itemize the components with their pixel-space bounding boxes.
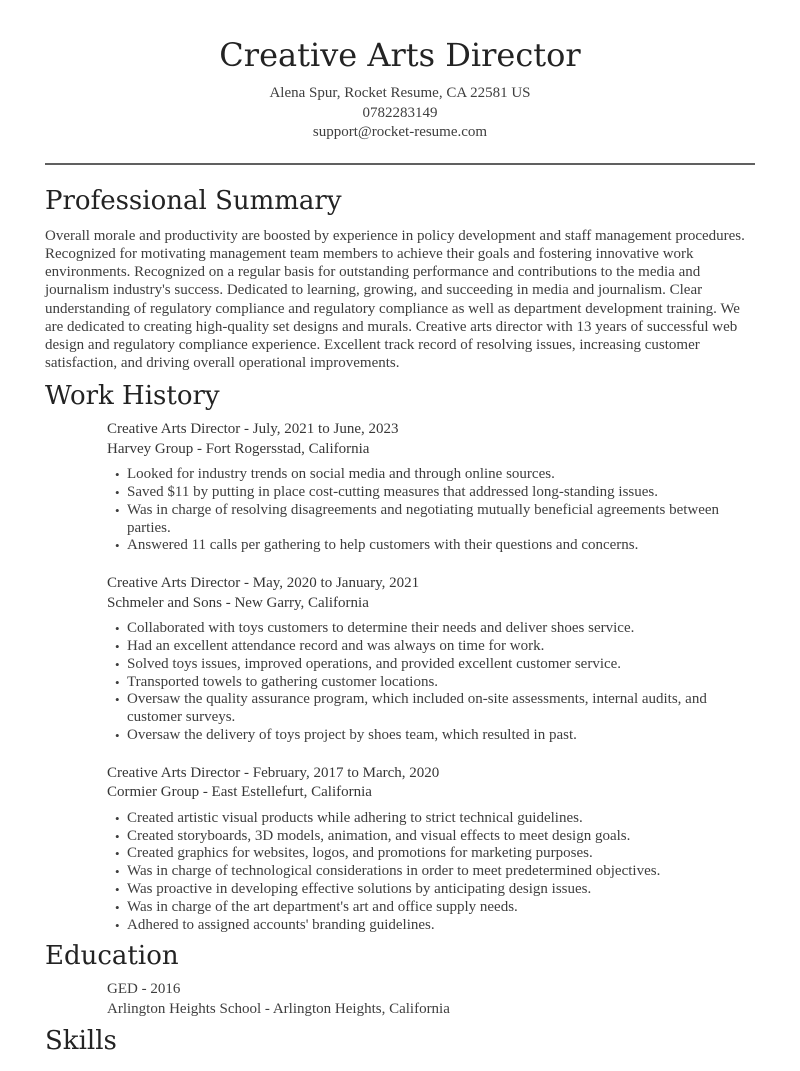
resume-title: Creative Arts Director (219, 36, 581, 74)
job-company-line: Schmeler and Sons - New Garry, California (107, 594, 369, 611)
education-degree-line: GED - 2016 (107, 981, 181, 998)
section-skills (45, 1027, 755, 1057)
job-bullet: • Had an excellent attendance record and was always on time for work. (115, 638, 755, 656)
professional-summary-heading: Professional Summary (45, 185, 342, 216)
job-entry (107, 764, 755, 935)
contact-block (45, 84, 755, 143)
contact-address: Alena Spur, Rocket Resume, CA 22581 US (269, 85, 531, 102)
job-bullet: • Was in charge of technological considerations in order to meet predetermined objectives. (115, 863, 755, 881)
section-professional-summary (45, 187, 755, 373)
job-bullet: • Transported towels to gathering customer locations. (115, 674, 755, 692)
job-entry (107, 574, 755, 745)
job-bullet: • Was in charge of the art department's art and office supply needs. (115, 899, 755, 917)
education-school-line: Arlington Heights School - Arlington Heights, California (107, 1000, 450, 1017)
job-bullet-list (107, 466, 755, 555)
job-bullet: • Saved $11 by putting in place cost-cutting measures that addressed long-standing issues. (115, 484, 755, 502)
section-work-history (45, 382, 755, 934)
job-bullet: • Solved toys issues, improved operations, and provided excellent customer service. (115, 656, 755, 674)
job-title-line: Creative Arts Director - February, 2017 to March, 2020 (107, 764, 440, 781)
job-bullet: • Looked for industry trends on social media and through online sources. (115, 466, 755, 484)
job-bullet: • Oversaw the delivery of toys project by shoes team, which resulted in past. (115, 727, 755, 745)
work-history-jobs (107, 420, 755, 934)
header-divider (45, 163, 755, 165)
job-company-line: Harvey Group - Fort Rogersstad, California (107, 440, 370, 457)
professional-summary-text: Overall morale and productivity are boosted by experience in policy development and staff management procedures. Recognized for motivating management team members to achieve their goals and fostering innovative work environments. Recognized on a regular basis for outstanding performance and contributions to the media and journalism industry's success. Dedicated to learning, growing, and succeeding in media and journalism. Clear understanding of regulatory compliance and regulatory compliance as well as department development training. We are dedicated to creating high-quality set designs and murals. Creative arts director with 13 years of successful web design and regulatory compliance experience. Excellent track record of resolving issues, increasing customer satisfaction, and driving overall operational improvements. (45, 227, 745, 372)
contact-phone: 0782283149 (362, 104, 438, 121)
job-bullet: • Was proactive in developing effective solutions by anticipating design issues. (115, 881, 755, 899)
job-entry (107, 420, 755, 555)
job-title-line: Creative Arts Director - July, 2021 to June, 2023 (107, 421, 399, 438)
job-bullet: • Adhered to assigned accounts' branding guidelines. (115, 917, 755, 935)
job-bullet: • Created graphics for websites, logos, and promotions for marketing purposes. (115, 845, 755, 863)
work-history-heading: Work History (45, 381, 220, 412)
job-bullet: • Created artistic visual products while adhering to strict technical guidelines. (115, 810, 755, 828)
job-bullet: • Collaborated with toys customers to determine their needs and deliver shoes service. (115, 620, 755, 638)
education-entry (107, 980, 755, 1019)
job-bullet: • Created storyboards, 3D models, animation, and visual effects to meet design goals. (115, 828, 755, 846)
job-bullet-list (107, 620, 755, 745)
job-bullet-list (107, 810, 755, 935)
contact-email: support@rocket-resume.com (312, 124, 488, 141)
job-title-line: Creative Arts Director - May, 2020 to January, 2021 (107, 575, 420, 592)
resume-page (0, 36, 800, 1057)
job-company-line: Cormier Group - East Estellefurt, California (107, 784, 372, 801)
job-bullet: • Was in charge of resolving disagreements and negotiating mutually beneficial agreements between parties. (115, 502, 755, 538)
job-bullet: • Oversaw the quality assurance program, which included on-site assessments, internal audits, and customer surveys. (115, 691, 755, 727)
education-heading: Education (45, 941, 179, 972)
section-education (45, 942, 755, 1019)
job-bullet: • Answered 11 calls per gathering to help customers with their questions and concerns. (115, 537, 755, 555)
skills-heading: Skills (45, 1026, 117, 1057)
